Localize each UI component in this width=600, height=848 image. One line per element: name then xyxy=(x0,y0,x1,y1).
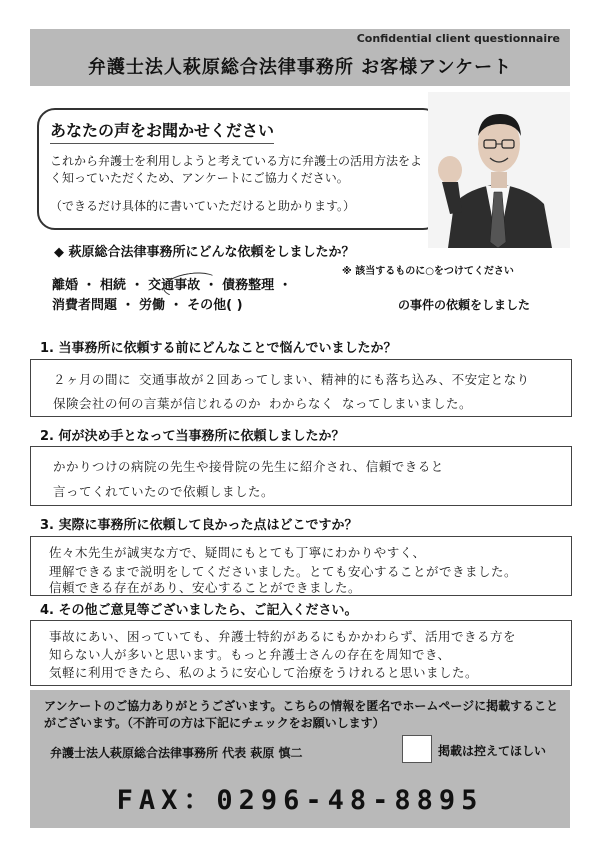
answer-3-line-3: 信頼できる存在があり、安心することができました。 xyxy=(49,580,362,595)
answer-2-box xyxy=(30,446,572,506)
question-2-label: 2. 何が決め手となって当事務所に依頼しましたか？ xyxy=(40,429,345,444)
categories-line-1: 離婚 ・ 相続 ・ 交通事故 ・ 債務整理 ・ xyxy=(52,278,292,293)
answer-1-line-1: ２ヶ月の間に 交通事故が２回あってしまい、精神的にも落ち込み、不安定となり xyxy=(53,372,530,387)
question-3-label: 3. 実際に事務所に依頼して良かった点はどこですか？ xyxy=(40,518,358,533)
lawyer-photo xyxy=(428,92,570,248)
answer-4-line-3: 気軽に利用できたら、私のように安心して治療をうけれると思いました。 xyxy=(49,665,479,680)
intro-heading: あなたの声をお聞かせください xyxy=(50,118,274,144)
answer-3-box xyxy=(30,536,572,596)
decline-publish-checkbox[interactable] xyxy=(402,735,432,763)
answer-3-line-2: 理解できるまで説明をしてくださいました。とても安心することができました。 xyxy=(49,564,518,579)
answer-1-line-2: 保険会社の何の言葉が信じれるのか わからなく なってしまいました。 xyxy=(53,396,473,411)
answer-1-box xyxy=(30,359,572,417)
intro-note: （できるだけ具体的に書いていただけると助かります。） xyxy=(50,199,356,213)
header-band xyxy=(30,29,570,86)
footer-band xyxy=(30,690,570,828)
categories-line-2: 消費者問題 ・ 労働 ・ その他( ) xyxy=(52,298,243,313)
answer-3-line-1: 佐々木先生が誠実な方で、疑問にもとても丁寧にわかりやすく、 xyxy=(49,545,426,560)
page-title: 弁護士法人萩原総合法律事務所 お客様アンケート xyxy=(87,57,513,78)
question-4-label: 4. その他ご意見等ございましたら、ご記入ください。 xyxy=(40,603,358,618)
answer-4-line-1: 事故にあい、困っていても、弁護士特約があるにもかかわらず、活用できる方を xyxy=(49,629,517,644)
decline-publish-label: 掲載は控えてほしい xyxy=(438,744,547,758)
fax-number: FAX：0296-48-8895 xyxy=(116,785,484,816)
question-1-label: 1. 当事務所に依頼する前にどんなことで悩んでいましたか？ xyxy=(40,341,397,356)
answer-4-box xyxy=(30,620,572,686)
answer-2-line-1: かかりつけの病院の先生や接骨院の先生に紹介され、信頼できると xyxy=(53,459,444,474)
request-suffix: の事件の依頼をしました xyxy=(398,298,531,312)
request-heading: ◆ 萩原総合法律事務所にどんな依頼をしましたか？ xyxy=(54,245,355,260)
intro-body: これから弁護士を利用しようと考えている方に弁護士の活用方法をよく知っていただくため、アンケートにご協力ください。 xyxy=(50,154,423,185)
request-note: ※ 該当するものに○をつけてください xyxy=(342,266,514,277)
footer-message: アンケートのご協力ありがとうございます。こちらの情報を匿名でホームページに掲載することがございます。（不許可の方は下記にチェックをお願いします） xyxy=(44,699,559,730)
answer-4-line-2: 知らない人が多いと思います。もっと弁護士さんの存在を周知でき、 xyxy=(49,647,451,662)
firm-representative: 弁護士法人萩原総合法律事務所 代表 萩原 慎二 xyxy=(50,746,303,760)
english-title: Confidential client questionnaire xyxy=(356,32,560,45)
answer-2-line-2: 言ってくれていたので依頼しました。 xyxy=(53,484,275,499)
